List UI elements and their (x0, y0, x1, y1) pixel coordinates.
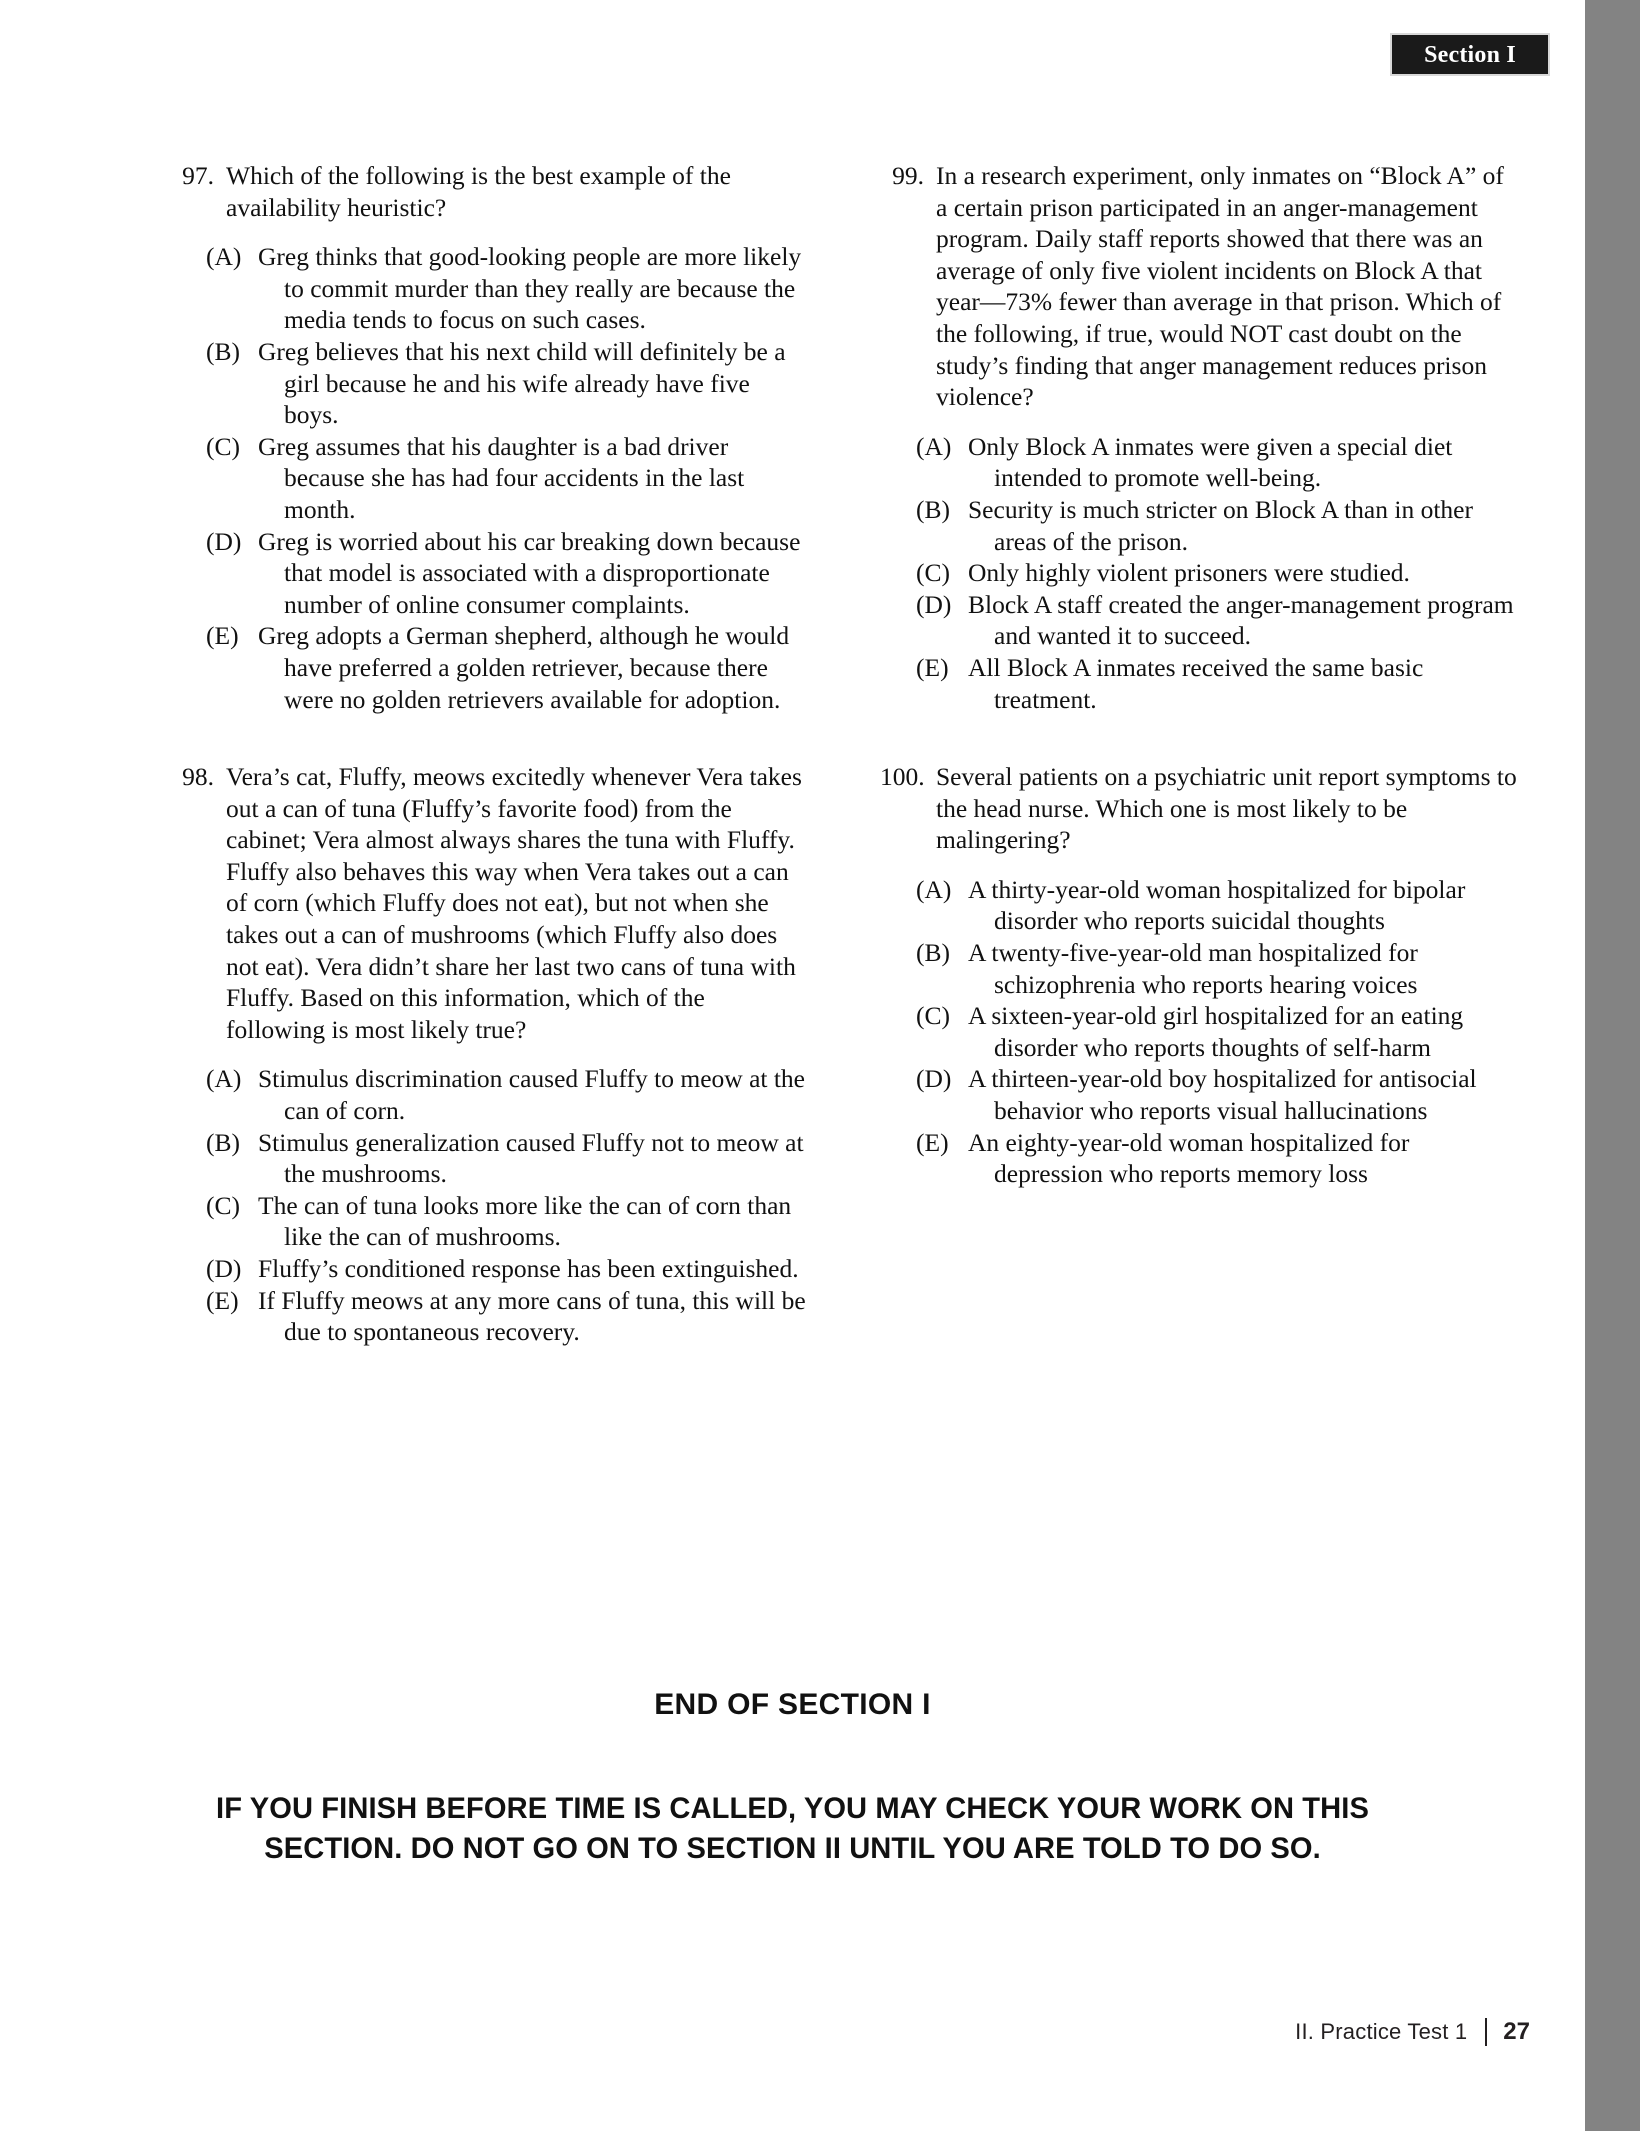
section-header-label: Section I (1424, 41, 1516, 68)
choices-98 (170, 1063, 810, 1347)
choice-letter: (C) (206, 1190, 240, 1220)
choice-letter: (B) (206, 336, 240, 366)
choice-text: Greg is worried about his car breaking down because that model is associated with a disproportionate number of online consumer complaints. (258, 526, 801, 619)
question-99 (880, 160, 1520, 413)
choice-text: A thirteen-year-old boy hospitalized for antisocial behavior who reports visual hallucinations (968, 1064, 1477, 1126)
choice-option[interactable] (206, 526, 810, 621)
question-stem: Vera’s cat, Fluffy, meows excitedly whenever Vera takes out a can of tuna (Fluffy’s favorite food) from the cabinet; Vera almost always shares the tuna with Fluffy. Fluffy also behaves this way when Vera takes out a can of corn (which Fluffy does not eat), but not when she takes out a can of mushrooms (which Fluffy also does not eat). Vera didn’t share her last two cans of tuna with Fluffy. Based on this information, which of the following is most likely true? (226, 762, 802, 1044)
choice-text: An eighty-year-old woman hospitalized for depression who reports memory loss (968, 1127, 1410, 1189)
footer-label: II. Practice Test 1 (1295, 2019, 1468, 2044)
question-columns (0, 160, 1585, 1540)
question-number: 98. (182, 762, 214, 792)
choice-option[interactable] (206, 620, 810, 715)
question-97 (170, 160, 810, 223)
choice-letter: (A) (206, 242, 242, 272)
question-spacer (170, 715, 810, 761)
choice-letter: (A) (206, 1064, 242, 1094)
choice-text: Greg assumes that his daughter is a bad driver because she has had four accidents in the last month. (258, 431, 745, 524)
choice-option[interactable] (916, 1000, 1520, 1063)
choice-letter: (C) (916, 1001, 950, 1031)
page-number: 27 (1503, 2018, 1530, 2045)
page-footer (1295, 2018, 1530, 2046)
choice-option[interactable] (916, 1063, 1520, 1126)
end-of-section-notice (150, 1688, 1435, 1722)
choice-option[interactable] (206, 1063, 810, 1126)
choice-text: The can of tuna looks more like the can of corn than like the can of mushrooms. (258, 1190, 792, 1252)
choice-text: Stimulus generalization caused Fluffy not to meow at the mushrooms. (258, 1127, 804, 1189)
choice-letter: (A) (916, 431, 952, 461)
choice-letter: (E) (206, 1285, 239, 1315)
choice-letter: (B) (916, 494, 950, 524)
choice-option[interactable] (916, 557, 1520, 589)
choice-letter: (B) (916, 938, 950, 968)
choice-option[interactable] (206, 241, 810, 336)
choice-text: Security is much stricter on Block A than in other areas of the prison. (968, 494, 1473, 556)
question-100 (880, 761, 1520, 856)
choice-letter: (D) (916, 1064, 952, 1094)
choice-option[interactable] (206, 336, 810, 431)
section-header-tab (1390, 33, 1550, 76)
instructions-line-1: IF YOU FINISH BEFORE TIME IS CALLED, YOU MAY CHECK YOUR WORK ON THIS (216, 1792, 1369, 1825)
choice-option[interactable] (916, 431, 1520, 494)
choice-letter: (B) (206, 1127, 240, 1157)
question-stem: Which of the following is the best example of the availability heuristic? (226, 161, 731, 222)
choice-text: Block A staff created the anger-management program and wanted it to succeed. (968, 589, 1514, 651)
end-of-section-text: END OF SECTION I (654, 1688, 931, 1721)
choice-text: Greg believes that his next child will definitely be a girl because he and his wife already have five boys. (258, 336, 786, 430)
page-edge-bar (1585, 0, 1640, 2131)
choice-letter: (C) (916, 558, 950, 588)
choice-option[interactable] (916, 494, 1520, 557)
choice-option[interactable] (206, 1285, 810, 1348)
choice-letter: (D) (206, 1254, 242, 1283)
question-stem: In a research experiment, only inmates on “Block A” of a certain prison participated in an anger-management program. Daily staff reports showed that there was an average of only five violent incidents on Block A that year—73% fewer than average in that prison. Which of the following, if true, would NOT cast doubt on the study’s finding that anger management reduces prison violence? (936, 161, 1504, 412)
question-stem: Several patients on a psychiatric unit report symptoms to the head nurse. Which one is most likely to be malingering? (936, 762, 1517, 855)
choice-text: Greg adopts a German shepherd, although he would have preferred a golden retriever, because there were no golden retrievers available for adoption. (258, 621, 790, 714)
choice-letter: (E) (916, 652, 949, 682)
choice-option[interactable] (916, 652, 1520, 715)
choice-option[interactable] (916, 937, 1520, 1000)
choices-100 (880, 874, 1520, 1190)
section-instructions-notice (169, 1789, 1415, 1869)
choice-letter: (A) (916, 874, 952, 904)
choice-letter: (E) (916, 1127, 949, 1157)
question-number: 100. (880, 762, 925, 792)
choice-option[interactable] (206, 1127, 810, 1190)
question-98 (170, 761, 810, 1045)
choice-text: A sixteen-year-old girl hospitalized for an eating disorder who reports thoughts of self-harm (968, 1001, 1464, 1062)
choice-text: Only highly violent prisoners were studied. (968, 558, 1410, 588)
choice-letter: (C) (206, 431, 240, 461)
question-number: 97. (182, 161, 214, 190)
choice-text: Greg thinks that good-looking people are more likely to commit murder than they really are because the media tends to focus on such cases. (258, 242, 802, 335)
choice-text: Only Block A inmates were given a special diet intended to promote well-being. (968, 431, 1453, 493)
choice-text: Stimulus discrimination caused Fluffy to meow at the can of corn. (258, 1064, 806, 1126)
choice-text: Fluffy’s conditioned response has been extinguished. (258, 1254, 799, 1283)
choices-97 (170, 241, 810, 715)
instructions-line-2: SECTION. DO NOT GO ON TO SECTION II UNTIL YOU ARE TOLD TO DO SO. (264, 1832, 1321, 1865)
choice-text: A twenty-five-year-old man hospitalized for schizophrenia who reports hearing voices (968, 938, 1418, 999)
choices-99 (880, 431, 1520, 715)
choice-letter: (D) (916, 589, 952, 619)
question-spacer (880, 715, 1520, 761)
footer-divider (1485, 2018, 1487, 2046)
choice-option[interactable] (206, 1253, 810, 1285)
choice-option[interactable] (206, 1190, 810, 1253)
choice-option[interactable] (206, 431, 810, 526)
choice-option[interactable] (916, 874, 1520, 937)
choice-text: All Block A inmates received the same basic treatment. (968, 652, 1424, 714)
question-column-left (170, 160, 810, 1348)
choice-text: If Fluffy meows at any more cans of tuna, this will be due to spontaneous recovery. (258, 1285, 806, 1347)
choice-option[interactable] (916, 1127, 1520, 1190)
choice-text: A thirty-year-old woman hospitalized for bipolar disorder who reports suicidal thoughts (968, 874, 1466, 936)
choice-letter: (E) (206, 621, 239, 651)
question-number: 99. (892, 161, 924, 190)
choice-letter: (D) (206, 526, 242, 556)
question-column-right (880, 160, 1520, 1190)
choice-option[interactable] (916, 589, 1520, 652)
